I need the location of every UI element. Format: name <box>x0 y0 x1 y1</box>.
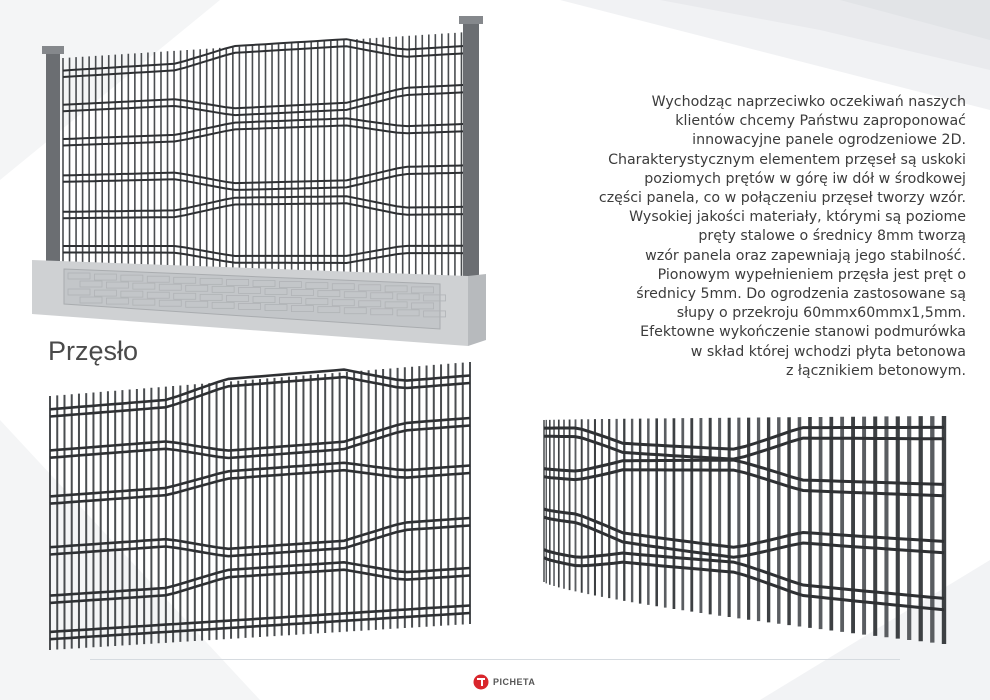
description-line: Charakterystycznym elementem przęseł są uskoki <box>608 151 966 168</box>
description-line: pręty stalowe o średnicy 8mm tworzą <box>698 228 966 245</box>
footer-divider <box>90 659 900 660</box>
perspective-panel-mesh <box>544 416 944 644</box>
section-title: Przęsło <box>48 336 139 366</box>
description-line: klientów chcemy Państwu zaproponować <box>675 113 966 130</box>
logo-text: PICHETA <box>493 677 536 687</box>
perspective-panel-image <box>540 412 955 650</box>
description-line: średnicy 5mm. Do ogrodzenia zastosowane są <box>636 286 966 303</box>
description-line: Wychodząc naprzeciwko oczekiwań naszych <box>651 94 966 110</box>
description-line: Efektowne wykończenie stanowi podmurówka <box>640 324 966 341</box>
description-line: Wysokiej jakości materiały, którymi są poziome <box>629 209 966 226</box>
description-line: części panela, co w połączeniu przęseł tworzy wzór. <box>598 190 966 207</box>
hero-fence-image <box>28 14 498 354</box>
description-line: Pionowym wypełnieniem przęsła jest pręt o <box>657 266 966 283</box>
description-line: wzór panela oraz zapewniają jego stabilność. <box>645 247 966 264</box>
hero-fence-mesh <box>32 16 486 346</box>
company-logo <box>473 672 535 692</box>
front-panel-image <box>40 362 480 652</box>
description-line: słupy o przekroju 60mmx60mmx1,5mm. <box>676 305 966 322</box>
description-line: poziomych prętów w górę iw dół w środkowej <box>644 170 966 187</box>
picheta-logo-icon <box>473 674 489 690</box>
product-description <box>560 93 966 381</box>
front-panel-mesh <box>50 362 470 650</box>
description-line: z łącznikiem betonowym. <box>785 362 966 379</box>
description-line: innowacyjne panele ogrodzeniowe 2D. <box>692 132 966 149</box>
description-line: w skład której wchodzi płyta betonowa <box>690 343 966 360</box>
